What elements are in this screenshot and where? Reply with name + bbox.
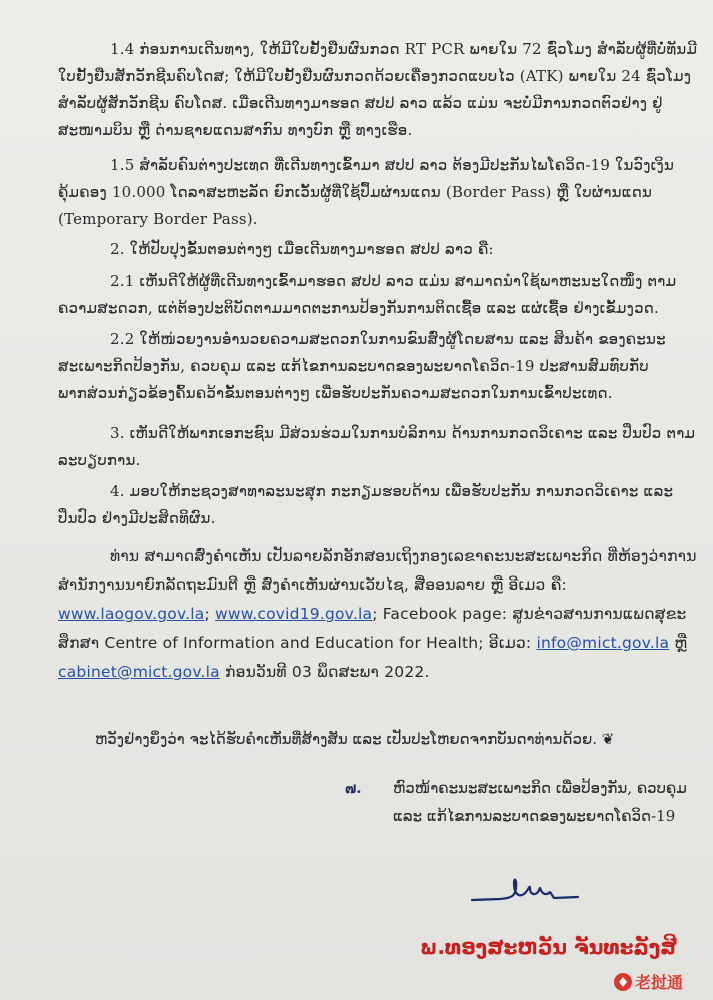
info-email-link[interactable]: info@mict.gov.la bbox=[536, 634, 670, 652]
cabinet-email-link[interactable]: cabinet@mict.gov.la bbox=[58, 663, 220, 681]
paragraph-4: 4. ມອບໃຫ້ກະຊວງສາທາລະນະສຸກ ກະກຽມຮອບດ້ານ ເພື່ອຮັບປະກັນ ການກວດວິເຄາະ ແລະ ປິ່ນປົວ ຢ່າງມີປະສິດທິຜົນ. bbox=[58, 482, 674, 527]
paragraph-2-2: 2.2 ໃຫ້ໜ່ວຍງານອຳນວຍຄວາມສະດວກໃນການຂົນສົ່ງຜູ້ໂດຍສານ ແລະ ສິນຄ້າ ຂອງຄະນະສະເພາະກິດປ້ອງກັນ, ຄວບຄຸມ ແລະ ແກ້ໄຂການລະບາດຂອງພະຍາດໂຄວິດ-19 ປະສານສົມທົບກັບພາກສ່ວນກ່ຽວຂ້ອງຄົ້ນຄວ້າຂັ້ນຕອນຕ່າງໆ ເພື່ອຮັບປະກັນຄວາມສະດວກໃນການເຂົ້າປະເທດ. bbox=[58, 330, 666, 402]
paragraph-1-5: 1.5 ສຳລັບຄົນຕ່າງປະເທດ ທີ່ເດີນທາງເຂົ້າມາ ສປປ ລາວ ຕ້ອງມີປະກັນໄພໂຄວິດ-19 ໃນວົງເງິນຄຸ້ມຄອງ 10.000 ໂດລາສະຫະລັດ ຍົກເວັ້ນຜູ້ທີ່ໃຊ້ປຶ້ມຜ່ານແດນ (Border Pass) ຫຼື ໃບຜ່ານແດນ (Temporary Border Pass). bbox=[58, 156, 675, 228]
paragraph-2-1: 2.1 ເຫັນດີໃຫ້ຜູ້ທີ່ເດີນທາງເຂົ້າມາຮອດ ສປປ ລາວ ແມ່ນ ສາມາດນຳໃຊ້ພາຫະນະໃດໜຶ່ງ ຕາມຄວາມສະດວກ, ແຕ່ຕ້ອງປະຕິບັດຕາມມາດຕະການປ້ອງກັນການຕິດເຊື້ອ ແລະ ແຜ່ເຊື້ອ ຢ່າງເຂັ້ມງວດ. bbox=[58, 272, 677, 317]
laogov-link[interactable]: www.laogov.gov.la bbox=[58, 605, 205, 623]
or-text: ຫຼື bbox=[674, 634, 688, 652]
link-separator: ; bbox=[204, 605, 210, 623]
info-text-3: ກ່ອນວັນທີ 03 ພຶດສະພາ 2022. bbox=[225, 663, 430, 681]
handwritten-signature bbox=[470, 868, 580, 908]
covid19-link[interactable]: www.covid19.gov.la bbox=[215, 605, 373, 623]
sender-block bbox=[345, 774, 705, 830]
info-text-1: ທ່ານ ສາມາດສົ່ງຄຳເຫັນ ເປັນລາຍລັກອັກສອນເຖິງກອງເລຂາຄະນະສະເພາະກິດ ທີ່ຫ້ອງວ່າການສຳນັກງານນາຍົກລັດຖະມົນຕີ ຫຼື ສົ່ງຄຳເຫັນຜ່ານເວັບໄຊ, ສື່ອອນລາຍ ຫຼື ອີເມວ ຄື: bbox=[58, 547, 697, 594]
signer-name: ພ.ທອງສະຫວັນ ຈັນທະລັງສີ bbox=[420, 935, 677, 959]
paragraph-2: 2. ໃຫ້ປັບປຸງຂັ້ນຕອນຕ່າງໆ ເມື່ອເດີນທາງມາຮອດ ສປປ ລາວ ຄື: bbox=[110, 240, 494, 258]
contact-info bbox=[58, 542, 698, 687]
sender-title: ຫົວໜ້າຄະນະສະເພາະກິດ ເພື່ອປ້ອງກັນ, ຄວບຄຸມ ແລະ ແກ້ໄຂການລະບາດຂອງພະຍາດໂຄວິດ-19 bbox=[393, 779, 687, 825]
watermark-text: 老挝通 bbox=[635, 973, 684, 992]
watermark-logo bbox=[613, 970, 705, 994]
paragraph-1-4: 1.4 ກ່ອນການເດີນທາງ, ໃຫ້ມີໃບຢັ້ງຢືນຜົນກວດ RT PCR ພາຍໃນ 72 ຊົ່ວໂມງ ສຳລັບຜູ້ທີ່ບໍ່ທັນມີໃບຢັ້ງຢືນສັກວັກຊີນຄົບໂດສ; ໃຫ້ມີໃບຢັ້ງຢືນຜົນກວດດ້ວຍເຄື່ອງກວດແບບໄວ (ATK) ພາຍໃນ 24 ຊົ່ວໂມງ ສຳລັບຜູ້ສັກວັກຊີນ ຄົບໂດສ. ເມື່ອເດີນທາງມາຮອດ ສປປ ລາວ ແລ້ວ ແມ່ນ ຈະບໍ່ມີການກວດຕົວຢ່າງ ຢູ່ສະໜາມບິນ ຫຼື ດ່ານຊາຍແດນສາກົນ ທາງບົກ ຫຼື ທາງເຮືອ. bbox=[58, 40, 698, 139]
sender-number: ๗. bbox=[345, 779, 362, 797]
closing-line: ຫວັງຢ່າງຍິ່ງວ່າ ຈະໄດ້ຮັບຄຳເຫັນທີ່ສ້າງສັນ ແລະ ເປັນປະໂຫຍດຈາກບັນດາທ່ານດ້ວຍ. ❦ bbox=[95, 730, 615, 748]
info-text-2: ; Facebook page: ສູນຂ່າວສານການແພດສຸຂະສຶກສາ Centre of Information and Education for Health; ອີເມວ: bbox=[58, 605, 687, 652]
paragraph-3: 3. ເຫັນດີໃຫ້ພາກເອກະຊົນ ມີສ່ວນຮ່ວມໃນການບໍລິການ ດ້ານການກວດວິເຄາະ ແລະ ປິ່ນປົວ ຕາມລະບຽບການ. bbox=[58, 424, 696, 469]
